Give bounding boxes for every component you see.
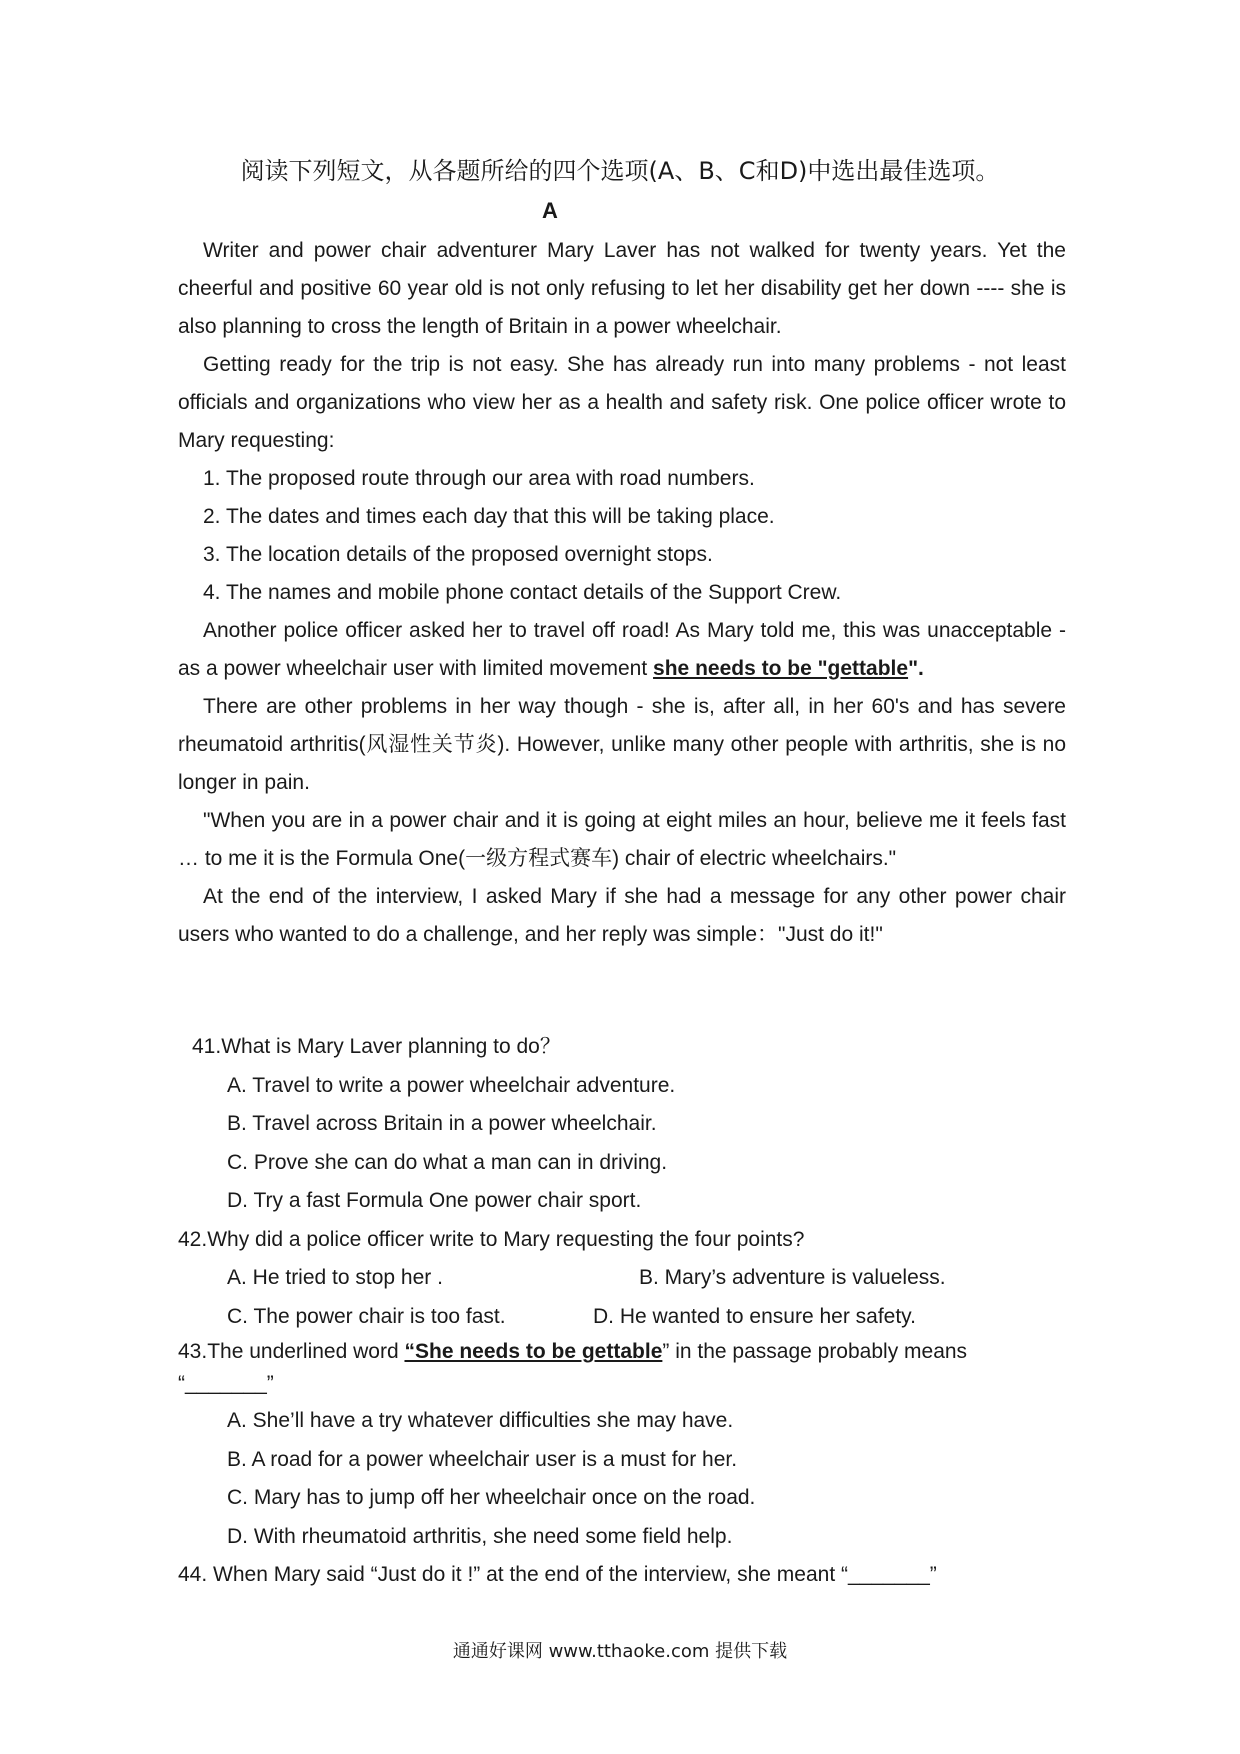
passage-paragraph-2: Getting ready for the trip is not easy. She has already run into many problems - not least officials and organizations who view her as a health and safety risk. One police officer wrote to Mary requesting:	[178, 353, 1066, 452]
question-43-option-d: D. With rheumatoid arthritis, she need some field help.	[227, 1524, 733, 1548]
question-41-option-d: D. Try a fast Formula One power chair sport.	[227, 1189, 642, 1212]
question-41-stem: 41.What is Mary Laver planning to do？	[192, 1035, 561, 1058]
question-42-option-b: B. Mary’s adventure is valueless.	[639, 1266, 946, 1289]
question-42-options-row-2	[178, 1298, 1066, 1337]
request-list-item: 3. The location details of the proposed overnight stops.	[203, 543, 713, 566]
question-43-option-b: B. A road for a power wheelchair user is a must for her.	[227, 1447, 738, 1471]
section-letter: A	[542, 198, 558, 223]
question-42-stem: 42.Why did a police officer write to Mary requesting the four points?	[178, 1227, 805, 1251]
question-43-text: 43.The underlined word	[178, 1340, 405, 1363]
underlined-phrase: she needs to be "gettable	[653, 657, 909, 680]
question-43-blank: “_______”	[178, 1372, 274, 1395]
question-43-option-a: A. She’ll have a try whatever difficulties she may have.	[227, 1409, 734, 1432]
request-list-item: 1. The proposed route through our area with road numbers.	[203, 467, 755, 490]
question-list	[178, 1028, 1066, 1595]
request-list-item: 4. The names and mobile phone contact details of the Support Crew.	[203, 581, 842, 604]
question-43-underlined: “She needs to be gettable	[404, 1340, 663, 1363]
question-41-option-b: B. Travel across Britain in a power wheelchair.	[227, 1112, 657, 1135]
request-list-item: 2. The dates and times each day that this will be taking place.	[203, 505, 775, 528]
question-42-option-c: C. The power chair is too fast.	[227, 1304, 506, 1328]
question-41-option-a: A. Travel to write a power wheelchair adventure.	[227, 1073, 676, 1097]
reading-passage	[178, 232, 1066, 954]
passage-paragraph-4: There are other problems in her way though - she is, after all, in her 60's and has severe rheumatoid arthritis(风湿性关节炎). However, unlike many other people with arthritis, she is no longer in pain.	[178, 695, 1066, 794]
passage-paragraph-1: Writer and power chair adventurer Mary Laver has not walked for twenty years. Yet the cheerful and positive 60 year old is not only refusing to let her disability get her down ---- she is also planning to cross the length of Britain in a power wheelchair.	[178, 239, 1066, 338]
passage-paragraph-3	[178, 612, 1066, 688]
question-42-options-row-1	[178, 1259, 1066, 1298]
page-footer: 通通好课网 www.tthaoke.com 提供下载	[452, 1641, 788, 1662]
section-instruction: 阅读下列短文，从各题所给的四个选项(A、B、C和D)中选出最佳选项。	[240, 157, 1000, 185]
question-43-stem	[178, 1338, 1066, 1366]
paragraph-3-end: ".	[908, 657, 924, 680]
question-42-option-d: D. He wanted to ensure her safety.	[593, 1304, 916, 1328]
question-41-option-c: C. Prove she can do what a man can in driving.	[227, 1150, 668, 1174]
question-44-stem: 44. When Mary said “Just do it !” at the end of the interview, she meant “_______”	[178, 1563, 937, 1586]
question-43-option-c: C. Mary has to jump off her wheelchair once on the road.	[227, 1486, 756, 1509]
passage-paragraph-6: At the end of the interview, I asked Mary if she had a message for any other power chair users who wanted to do a challenge, and her reply was simple："Just do it!"	[178, 885, 1066, 946]
question-43-text-end: ” in the passage probably means	[662, 1340, 968, 1363]
passage-paragraph-5: "When you are in a power chair and it is going at eight miles an hour, believe me it feels fast … to me it is the Formula One(一级方程式赛车) chair of electric wheelchairs."	[178, 809, 1066, 870]
paragraph-3-text: Another police officer asked her to travel off road! As Mary told me, this was unacceptable - as a power wheelchair user with limited movement	[178, 619, 1066, 680]
question-42-option-a: A. He tried to stop her .	[227, 1266, 443, 1289]
